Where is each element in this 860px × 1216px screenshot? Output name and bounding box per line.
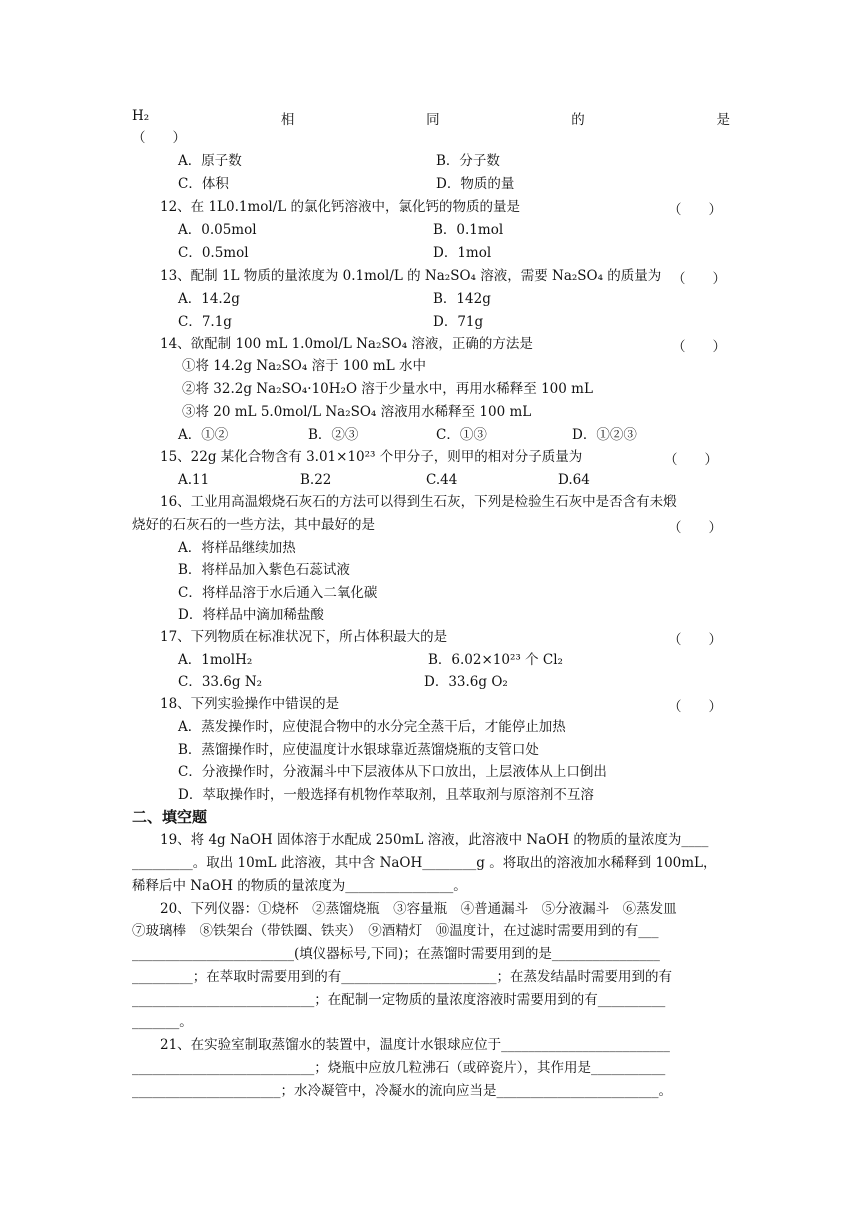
q15-stem: 15、22g 某化合物含有 3.01×10²³ 个甲分子，则甲的相对分子质量为 (160, 449, 583, 465)
option[interactable]: C．0.5mol (178, 245, 249, 261)
option[interactable]: A．14.2g (178, 291, 240, 307)
option[interactable]: C.44 (426, 472, 458, 488)
q20-line[interactable]: _______。 (132, 1014, 193, 1030)
q15-answer-paren[interactable]: （ ） (664, 452, 718, 468)
q19-line[interactable]: _________。取出 10mL 此溶液，其中含 NaOH________g 。将取出的溶液加水稀释到 100mL， (132, 855, 717, 871)
option[interactable]: D．33.6g O₂ (424, 674, 508, 690)
q21-line[interactable]: 21、在实验室制取蒸馏水的装置中，温度计水银球应位于_________________________ (160, 1037, 670, 1053)
q12-stem: 12、在 1L0.1mol/L 的氯化钙溶液中，氯化钙的物质的量是 (160, 199, 521, 215)
option[interactable]: A．1molH₂ (178, 652, 253, 668)
q21-line[interactable]: ______________________；水冷凝管中，冷凝水的流向应当是________________________。 (132, 1083, 672, 1099)
q11-stem-tail (132, 108, 730, 128)
q17-answer-paren[interactable]: （ ） (668, 632, 722, 648)
option[interactable]: D.64 (558, 472, 590, 488)
option[interactable]: D．71g (433, 314, 484, 330)
q20-line[interactable]: ________________________(填仪器标号,下同)；在蒸馏时需要用到的是________________ (132, 946, 660, 962)
option[interactable]: D．萃取操作时，一般选择有机物作萃取剂，且萃取剂与原溶剂不互溶 (178, 787, 594, 803)
q11-answer-paren[interactable]: （ ） (132, 130, 186, 146)
q11-word: H₂ (132, 108, 150, 124)
q11-word: 相 (280, 112, 295, 128)
option[interactable]: A.11 (178, 472, 210, 488)
option[interactable]: C．体积 (178, 176, 229, 192)
q20-line[interactable]: ⑦玻璃棒 ⑧铁架台（带铁圈、铁夹） ⑨酒精灯 ⑩温度计，在过滤时需要用到的有___ (132, 923, 659, 939)
option[interactable]: C．33.6g N₂ (178, 674, 263, 690)
option[interactable]: B．6.02×10²³ 个 Cl₂ (428, 652, 563, 668)
option[interactable]: B．142g (433, 291, 491, 307)
q16-stem-line2: 烧好的石灰石的一些方法，其中最好的是 (132, 517, 375, 533)
option[interactable]: C．将样品溶于水后通入二氧化碳 (178, 585, 378, 601)
q11-word: 是 (716, 112, 730, 128)
option[interactable]: D．1mol (433, 245, 492, 261)
q20-line: 20、下列仪器：①烧杯 ②蒸馏烧瓶 ③容量瓶 ④普通漏斗 ⑤分液漏斗 ⑥蒸发皿 (160, 901, 677, 917)
option[interactable]: B．0.1mol (433, 222, 504, 238)
q14-item-3: ③将 20 mL 5.0mol/L Na₂SO₄ 溶液用水稀释至 100 mL (182, 404, 532, 420)
q19-line[interactable]: 稀释后中 NaOH 的物质的量浓度为________________。 (132, 878, 467, 894)
q18-stem: 18、下列实验操作中错误的是 (160, 696, 340, 712)
option[interactable]: B．②③ (308, 427, 359, 443)
option[interactable]: C．7.1g (178, 314, 232, 330)
option[interactable]: A．①② (178, 427, 229, 443)
q19-line[interactable]: 19、将 4g NaOH 固体溶于水配成 250mL 溶液，此溶液中 NaOH 的物质的量浓度为____ (160, 832, 709, 848)
option[interactable]: B．将样品加入紫色石蕊试液 (178, 562, 350, 578)
q11-word: 的 (571, 112, 585, 128)
option[interactable]: C．分液操作时，分液漏斗中下层液体从下口放出，上层液体从上口倒出 (178, 764, 607, 780)
option[interactable]: B．分子数 (436, 153, 500, 169)
q20-line[interactable]: _________；在萃取时需要用到的有_______________________；在蒸发结晶时需要用到的有 (132, 969, 672, 985)
option[interactable]: C．①③ (436, 427, 487, 443)
option[interactable]: A．原子数 (178, 153, 242, 169)
q14-item-1: ①将 14.2g Na₂SO₄ 溶于 100 mL 水中 (182, 358, 426, 374)
option[interactable]: D．将样品中滴加稀盐酸 (178, 607, 324, 623)
option[interactable]: A．将样品继续加热 (178, 540, 296, 556)
q13-stem: 13、配制 1L 物质的量浓度为 0.1mol/L 的 Na₂SO₄ 溶液，需要 Na₂SO₄ 的质量为 (160, 268, 662, 284)
q21-line[interactable]: ___________________________；烧瓶中应放几粒沸石（或碎瓷片），其作用是___________ (132, 1060, 666, 1076)
q13-answer-paren[interactable]: （ ） (672, 271, 726, 287)
q16-stem-line1: 16、工业用高温煅烧石灰石的方法可以得到生石灰，下列是检验生石灰中是否含有未煅 (160, 494, 677, 510)
option[interactable]: B．蒸馏操作时，应使温度计水银球靠近蒸馏烧瓶的支管口处 (178, 742, 539, 758)
q18-answer-paren[interactable]: （ ） (668, 699, 722, 715)
section-title: 二、填空题 (132, 808, 208, 826)
option[interactable]: D．①②③ (572, 427, 637, 443)
option[interactable]: B.22 (300, 472, 332, 488)
q12-answer-paren[interactable]: （ ） (668, 202, 722, 218)
option[interactable]: A．0.05mol (178, 222, 257, 238)
option[interactable]: D．物质的量 (436, 176, 515, 192)
q20-line[interactable]: ___________________________；在配制一定物质的量浓度溶液时需要用到的有__________ (132, 992, 666, 1008)
q11-word: 同 (426, 112, 440, 128)
q17-stem: 17、下列物质在标准状况下，所占体积最大的是 (160, 629, 448, 645)
option[interactable]: A．蒸发操作时，应使混合物中的水分完全蒸干后，才能停止加热 (178, 719, 566, 735)
q14-stem: 14、欲配制 100 mL 1.0mol/L Na₂SO₄ 溶液，正确的方法是 (160, 336, 533, 352)
q14-item-2: ②将 32.2g Na₂SO₄·10H₂O 溶于少量水中，再用水稀释至 100 mL (182, 381, 593, 397)
q14-answer-paren[interactable]: （ ） (672, 339, 726, 355)
q16-answer-paren[interactable]: （ ） (668, 520, 722, 536)
